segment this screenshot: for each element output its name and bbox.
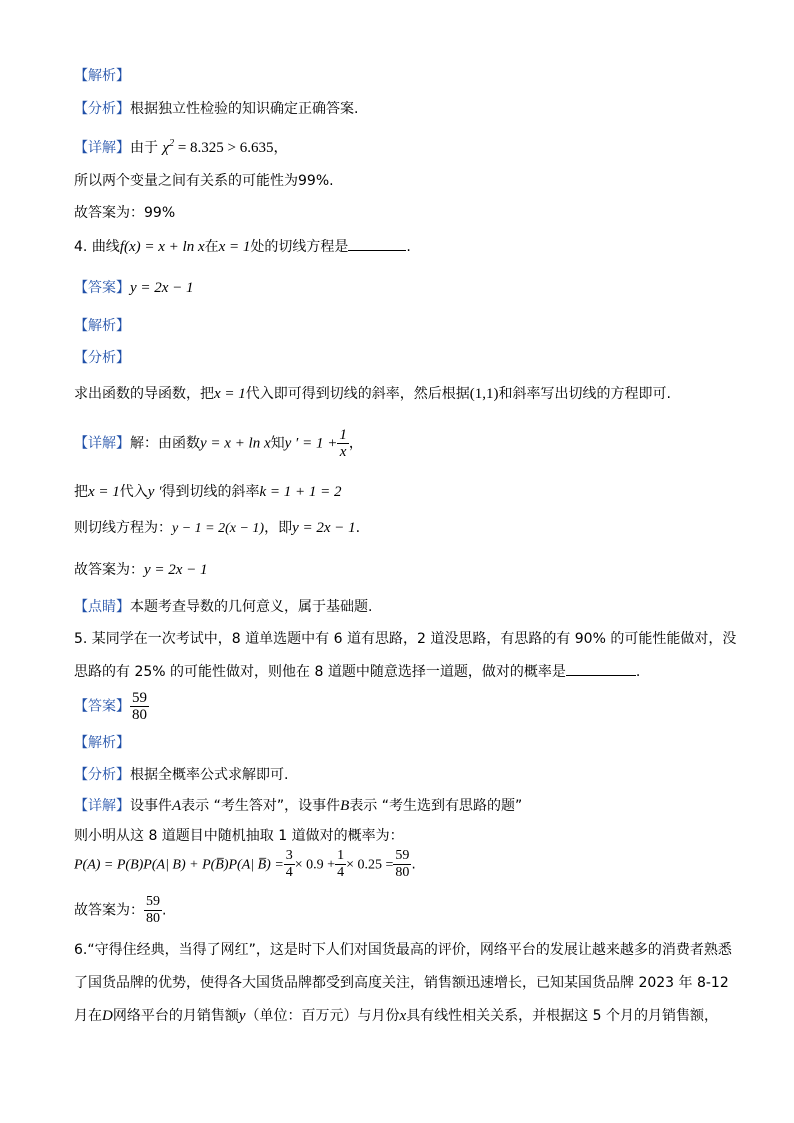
answer-tag: 【答案】: [74, 698, 130, 715]
detail-text: 由于: [130, 140, 158, 156]
q5-formula: P(A) = P(B)P(A| B) + P(B̅)P(A| B̅) = $\frac{3}{4}$ × 0.9 + $\frac{1}{4}$ × 0.25 = $\frac{59}{80}$ .: [74, 848, 416, 880]
q4-point: x = 1: [218, 239, 251, 255]
fraction: $\frac{1}{x}$: [339, 427, 347, 460]
q4-tangent-eq: 则切线方程为：y − 1 = 2(x − 1)，即y = 2x − 1.: [74, 520, 361, 536]
analysis-tag: 【分析】: [74, 101, 130, 117]
answer-fraction: $\frac{59}{80}$: [132, 690, 147, 723]
detail-tag: 【详解】: [74, 435, 130, 452]
q6-stem-line1: 6.“守得住经典，当得了网红”，这是时下人们对国货最高的评价，网络平台的发展让越来越多的消费者熟悉: [74, 942, 732, 958]
q4-analysis: 求出函数的导函数，把x = 1代入即可得到切线的斜率，然后根据(1,1)和斜率写出切线的方程即可.: [74, 386, 671, 402]
q4-final: 故答案为：y = 2x − 1: [74, 562, 208, 578]
q6-stem-line3: 月在D网络平台的月销售额y（单位：百万元）与月份x具有线性相关关系，并根据这 5 个月的月销售额，: [74, 1008, 718, 1024]
q5-analysis: 【分析】根据全概率公式求解即可.: [74, 767, 289, 783]
answer-fraction: $\frac{59}{80}$: [146, 894, 160, 926]
remark-tag: 【点睛】: [74, 599, 130, 615]
q5-final: 故答案为： $\frac{59}{80}$ .: [74, 894, 167, 926]
q4-detail: 【详解】解：由函数y = x + ln x知y ′ = 1 + $\frac{1}{x}$ ，: [74, 427, 363, 460]
analysis-text: 根据独立性检验的知识确定正确答案.: [130, 101, 359, 117]
q5-probability-intro: 则小明从这 8 道题目中随机抽取 1 道做对的概率为：: [74, 828, 404, 844]
q4-stem: 4. 曲线f(x) = x + ln x在x = 1处的切线方程是 .: [74, 236, 411, 257]
analysis-tag: 【分析】: [74, 350, 130, 366]
jiexi-label: 【解析】: [74, 318, 130, 334]
detail-tag: 【详解】: [74, 798, 130, 814]
answer-tag: 【答案】: [74, 280, 130, 296]
q4-function: f(x) = x + ln x: [119, 239, 205, 255]
punct: ，: [273, 140, 288, 156]
answer-value: y = 2x − 1: [130, 280, 194, 296]
q3-analysis: [74, 99, 358, 119]
chi-square-symbol: $\chi^2$: [162, 138, 175, 156]
q5-stem-line1: 5. 某同学在一次考试中，8 道单选题中有 6 道有思路，2 道没思路，有思路的有 90% 的可能性能做对，没: [74, 631, 737, 647]
q4-slope: 把x = 1代入y ′得到切线的斜率k = 1 + 1 = 2: [74, 484, 342, 500]
answer-blank: [566, 661, 636, 676]
q3-conclusion: 所以两个变量之间有关系的可能性为99%.: [74, 173, 334, 189]
answer-blank: [348, 236, 406, 251]
q5-stem-line2: 思路的有 25% 的可能性做对，则他在 8 道题中随意选择一道题，做对的概率是 .: [74, 661, 640, 682]
detail-tag: 【详解】: [74, 140, 130, 156]
q4-remark: 【点睛】本题考查导数的几何意义，属于基础题.: [74, 599, 373, 615]
analysis-tag: 【分析】: [74, 767, 130, 783]
q5-answer: [74, 690, 149, 723]
jiexi-label: 【解析】: [74, 68, 130, 84]
q6-stem-line2: 了国货品牌的优势，使得各大国货品牌都受到高度关注，销售额迅速增长，已知某国货品牌 2023 年 8-12: [74, 975, 729, 991]
q4-answer: [74, 278, 194, 298]
jiexi-label: 【解析】: [74, 735, 130, 751]
q3-answer-line: 故答案为：99%: [74, 205, 176, 221]
q5-detail: 【详解】设事件A表示 “考生答对”，设事件B表示 “考生选到有思路的题”: [74, 798, 523, 814]
q3-detail: [74, 134, 287, 158]
chi-square-value: = 8.325 > 6.635: [174, 140, 274, 156]
